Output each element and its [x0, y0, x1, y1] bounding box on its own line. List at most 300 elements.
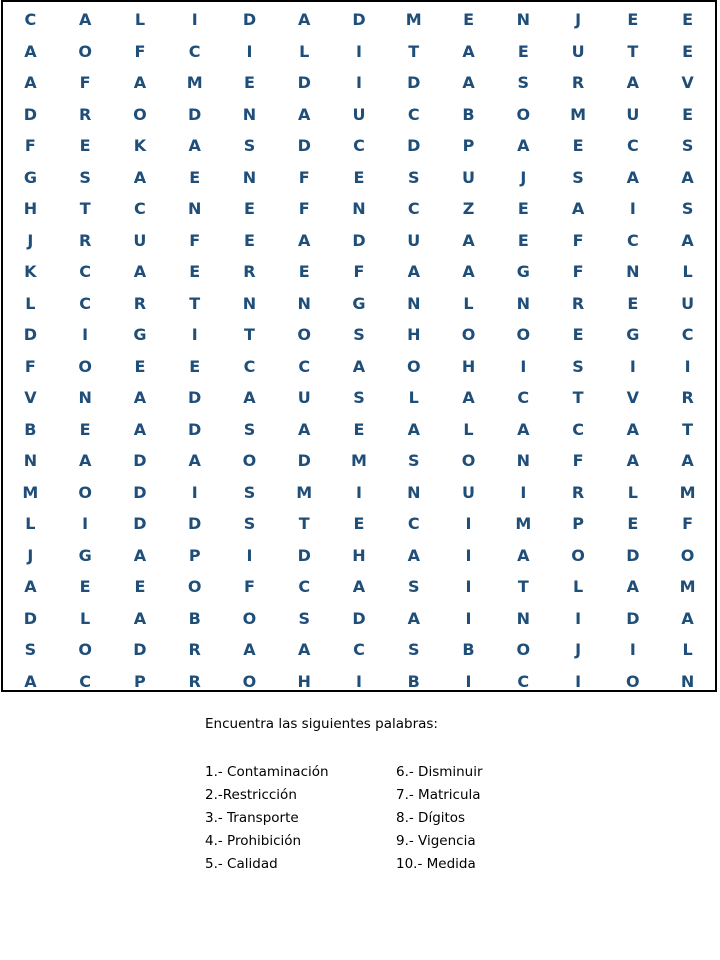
grid-letter: C — [681, 325, 694, 345]
grid-letter: N — [187, 199, 202, 219]
grid-letter: D — [297, 451, 311, 471]
grid-letter: O — [516, 104, 531, 124]
grid-letter: C — [243, 356, 256, 376]
grid-letter: J — [575, 10, 582, 30]
grid-letter: O — [461, 325, 476, 345]
grid-letter: A — [462, 388, 475, 408]
grid-letter: O — [187, 577, 202, 597]
grid-letter: E — [189, 262, 201, 282]
word-list-item: 8.- Dígitos — [396, 810, 466, 826]
grid-letter: L — [408, 388, 419, 408]
grid-letter: J — [575, 640, 582, 660]
grid-letter: A — [462, 73, 475, 93]
grid-letter: R — [188, 671, 201, 691]
grid-letter: D — [297, 545, 311, 565]
grid-letter: F — [572, 262, 584, 282]
grid-letter: C — [353, 640, 365, 660]
grid-letter: S — [407, 167, 420, 187]
grid-letter: S — [572, 167, 584, 187]
grid-letter: L — [682, 262, 693, 282]
grid-letter: E — [243, 230, 255, 250]
grid-letter: I — [629, 640, 636, 660]
grid-letter: S — [353, 388, 365, 408]
grid-letter: A — [133, 262, 147, 282]
grid-letter: S — [572, 356, 584, 376]
grid-letter: C — [517, 671, 530, 691]
grid-letter: N — [242, 293, 257, 313]
grid-letter: A — [352, 577, 366, 597]
grid-letter: E — [517, 230, 529, 250]
grid-letter: R — [243, 262, 256, 282]
grid-letter: U — [133, 230, 147, 250]
grid-letter: L — [682, 640, 693, 660]
grid-letter: A — [133, 419, 147, 439]
grid-letter: M — [351, 451, 367, 471]
grid-letter: O — [516, 325, 531, 345]
grid-letter: I — [356, 482, 362, 502]
grid-letter: S — [681, 199, 694, 219]
grid-letter: O — [680, 545, 695, 565]
grid-letter: A — [462, 41, 475, 61]
grid-letter: C — [79, 671, 92, 691]
grid-letter: U — [626, 104, 640, 124]
grid-letter: D — [188, 388, 202, 408]
grid-letter: A — [517, 136, 530, 156]
grid-letter: J — [520, 167, 527, 187]
grid-letter: O — [78, 640, 92, 660]
grid-letter: A — [243, 640, 256, 660]
grid-letter: N — [516, 608, 530, 628]
grid-letter: A — [517, 545, 530, 565]
grid-letter: G — [626, 325, 640, 345]
grid-letter: A — [298, 419, 311, 439]
grid-letter: K — [24, 262, 37, 282]
grid-letter: E — [682, 10, 694, 30]
grid-letter: A — [626, 73, 640, 93]
grid-letter: B — [462, 104, 475, 124]
grid-letter: F — [298, 199, 310, 219]
grid-letter: I — [575, 671, 582, 691]
grid-letter: B — [24, 419, 37, 439]
grid-letter: F — [134, 41, 146, 61]
grid-letter: H — [407, 325, 421, 345]
grid-letter: O — [571, 545, 585, 565]
grid-letter: A — [407, 608, 420, 628]
grid-letter: O — [78, 356, 92, 376]
grid-letter: T — [189, 293, 201, 313]
grid-letter: U — [681, 293, 695, 313]
grid-letter: D — [242, 10, 257, 30]
grid-letter: A — [626, 167, 640, 187]
grid-letter: M — [515, 514, 532, 534]
grid-letter: C — [298, 356, 311, 376]
grid-letter: L — [627, 482, 638, 502]
grid-letter: L — [299, 41, 310, 61]
grid-letter: P — [572, 514, 584, 534]
grid-letter: A — [188, 451, 201, 471]
grid-letter: L — [572, 577, 584, 597]
grid-letter: T — [298, 514, 310, 534]
grid-letter: S — [407, 577, 420, 597]
grid-letter: F — [189, 230, 201, 250]
grid-letter: S — [517, 73, 530, 93]
grid-letter: E — [572, 136, 584, 156]
grid-letter: N — [78, 388, 92, 408]
grid-letter: A — [243, 388, 256, 408]
grid-letter: O — [626, 671, 640, 691]
word-list-right-column — [396, 763, 483, 878]
grid-letter: A — [298, 104, 311, 124]
grid-letter: S — [407, 451, 420, 471]
letter-grid — [3, 4, 715, 697]
grid-letter: T — [408, 41, 420, 61]
grid-letter: U — [352, 104, 366, 124]
grid-letter: N — [407, 293, 421, 313]
grid-letter: I — [629, 356, 636, 376]
grid-letter: H — [297, 671, 311, 691]
grid-letter: A — [517, 419, 530, 439]
grid-letter: H — [461, 356, 476, 376]
grid-letter: E — [353, 514, 365, 534]
grid-letter: B — [407, 671, 420, 691]
grid-letter: F — [243, 577, 255, 597]
grid-letter: U — [462, 167, 476, 187]
grid-letter: F — [24, 136, 36, 156]
grid-letter: S — [681, 136, 694, 156]
grid-letter: C — [134, 199, 146, 219]
grid-letter: R — [188, 640, 201, 660]
grid-letter: T — [682, 419, 694, 439]
grid-letter: E — [79, 419, 91, 439]
grid-letter: A — [462, 262, 475, 282]
grid-letter: A — [626, 419, 640, 439]
grid-letter: E — [627, 293, 639, 313]
grid-letter: A — [133, 608, 147, 628]
grid-letter: E — [189, 167, 201, 187]
grid-letter: A — [352, 356, 366, 376]
grid-letter: I — [684, 356, 691, 376]
grid-letter: A — [188, 136, 201, 156]
grid-letter: L — [25, 293, 36, 313]
grid-letter: E — [243, 73, 255, 93]
grid-letter: F — [298, 167, 310, 187]
grid-letter: F — [353, 262, 365, 282]
grid-letter: R — [571, 73, 585, 93]
grid-letter: E — [572, 325, 584, 345]
grid-letter: I — [575, 608, 582, 628]
grid-letter: N — [680, 671, 695, 691]
grid-letter: S — [243, 482, 256, 502]
grid-letter: M — [186, 73, 203, 93]
grid-letter: N — [407, 482, 421, 502]
grid-letter: A — [78, 451, 92, 471]
grid-letter: E — [189, 356, 201, 376]
grid-letter: O — [78, 482, 92, 502]
grid-letter: D — [188, 104, 202, 124]
grid-letter: O — [297, 325, 312, 345]
grid-letter: A — [681, 608, 694, 628]
grid-letter: C — [626, 230, 639, 250]
grid-letter: D — [188, 514, 202, 534]
grid-letter: N — [23, 451, 38, 471]
grid-letter: D — [407, 73, 421, 93]
grid-letter: O — [78, 41, 92, 61]
grid-letter: S — [407, 640, 420, 660]
grid-letter: C — [407, 104, 420, 124]
grid-letter: E — [517, 199, 529, 219]
grid-letter: S — [79, 167, 91, 187]
grid-letter: I — [465, 608, 472, 628]
grid-letter: O — [133, 104, 147, 124]
grid-letter: P — [462, 136, 475, 156]
grid-letter: R — [681, 388, 694, 408]
word-list-item: 5.- Calidad — [205, 856, 278, 872]
grid-letter: I — [520, 356, 527, 376]
grid-letter: B — [188, 608, 201, 628]
word-list-item: 1.- Contaminación — [205, 764, 329, 780]
grid-letter: N — [242, 167, 257, 187]
grid-letter: S — [243, 419, 256, 439]
grid-letter: T — [79, 199, 91, 219]
grid-letter: F — [682, 514, 694, 534]
grid-letter: I — [465, 545, 472, 565]
grid-letter: D — [297, 73, 311, 93]
grid-letter: D — [133, 640, 147, 660]
grid-letter: N — [516, 293, 530, 313]
grid-letter: I — [191, 482, 198, 502]
grid-letter: L — [463, 419, 474, 439]
word-list-item: 7.- Matricula — [396, 787, 481, 803]
grid-letter: A — [298, 640, 311, 660]
grid-letter: F — [24, 356, 36, 376]
grid-letter: G — [23, 167, 37, 187]
grid-letter: G — [78, 545, 92, 565]
word-list-item: 4.- Prohibición — [205, 833, 302, 849]
grid-letter: E — [682, 41, 694, 61]
grid-letter: E — [627, 10, 639, 30]
grid-letter: T — [243, 325, 255, 345]
grid-letter: I — [246, 545, 253, 565]
grid-letter: I — [629, 199, 636, 219]
grid-letter: A — [407, 545, 420, 565]
grid-letter: D — [626, 545, 640, 565]
grid-letter: I — [465, 577, 472, 597]
grid-letter: K — [133, 136, 147, 156]
grid-letter: E — [243, 199, 255, 219]
grid-letter: R — [78, 104, 92, 124]
grid-letter: D — [23, 325, 38, 345]
grid-letter: I — [465, 671, 472, 691]
grid-letter: M — [679, 482, 696, 502]
grid-letter: C — [298, 577, 311, 597]
grid-letter: O — [461, 451, 476, 471]
grid-letter: I — [356, 41, 362, 61]
grid-letter: V — [681, 73, 694, 93]
grid-letter: O — [242, 608, 257, 628]
grid-letter: A — [626, 577, 640, 597]
word-list-item: 3.- Transporte — [205, 810, 299, 826]
grid-letter: D — [188, 419, 202, 439]
grid-letter: T — [627, 41, 639, 61]
grid-letter: G — [516, 262, 530, 282]
grid-letter: N — [516, 451, 530, 471]
grid-letter: R — [571, 482, 585, 502]
grid-letter: C — [353, 136, 365, 156]
grid-letter: J — [27, 230, 34, 250]
grid-letter: E — [463, 10, 474, 30]
grid-letter: I — [82, 325, 89, 345]
grid-letter: Z — [462, 199, 475, 219]
grid-letter: L — [25, 514, 36, 534]
grid-letter: A — [407, 419, 420, 439]
grid-letter: E — [682, 104, 694, 124]
grid-letter: E — [627, 514, 639, 534]
grid-letter: A — [133, 167, 147, 187]
grid-letter: U — [297, 388, 311, 408]
grid-letter: P — [134, 671, 146, 691]
grid-letter: N — [242, 104, 257, 124]
grid-letter: C — [188, 41, 201, 61]
grid-letter: F — [572, 230, 584, 250]
grid-letter: A — [24, 577, 37, 597]
grid-letter: V — [626, 388, 640, 408]
grid-letter: T — [572, 388, 584, 408]
grid-letter: M — [570, 104, 587, 124]
grid-letter: A — [681, 451, 694, 471]
grid-letter: G — [352, 293, 366, 313]
grid-letter: E — [353, 167, 365, 187]
grid-letter: F — [79, 73, 91, 93]
grid-letter: R — [133, 293, 147, 313]
grid-letter: U — [407, 230, 421, 250]
grid-letter: O — [242, 451, 257, 471]
grid-letter: A — [298, 230, 311, 250]
grid-letter: A — [462, 230, 475, 250]
grid-letter: U — [462, 482, 476, 502]
grid-letter: I — [246, 41, 253, 61]
word-search-board — [1, 0, 717, 692]
word-list-item: 6.- Disminuir — [396, 764, 483, 780]
grid-letter: M — [22, 482, 39, 502]
instructions-text: Encuentra las siguientes palabras: — [205, 716, 438, 732]
grid-letter: C — [24, 10, 37, 30]
grid-letter: P — [188, 545, 201, 565]
grid-letter: A — [133, 388, 147, 408]
grid-letter: O — [242, 671, 257, 691]
grid-letter: C — [626, 136, 639, 156]
grid-letter: E — [79, 577, 91, 597]
grid-letter: L — [80, 608, 91, 628]
grid-letter: C — [517, 388, 530, 408]
grid-letter: C — [79, 262, 92, 282]
word-list-item: 2.-Restricción — [205, 787, 297, 803]
grid-letter: D — [297, 136, 311, 156]
grid-letter: A — [24, 41, 37, 61]
grid-letter: H — [23, 199, 38, 219]
grid-letter: N — [626, 262, 640, 282]
grid-letter: I — [356, 73, 362, 93]
grid-letter: R — [571, 293, 585, 313]
grid-letter: I — [520, 482, 527, 502]
grid-letter: T — [517, 577, 529, 597]
grid-letter: A — [24, 671, 37, 691]
grid-letter: D — [407, 136, 421, 156]
grid-letter: S — [298, 608, 310, 628]
grid-letter: A — [133, 73, 147, 93]
grid-letter: E — [79, 136, 91, 156]
grid-letter: E — [298, 262, 310, 282]
grid-letter: O — [406, 356, 421, 376]
word-list-item: 10.- Medida — [396, 856, 476, 872]
grid-letter: I — [191, 10, 198, 30]
grid-letter: C — [407, 514, 420, 534]
grid-letter: O — [516, 640, 531, 660]
grid-letter: D — [352, 608, 366, 628]
grid-letter: U — [571, 41, 585, 61]
grid-letter: D — [352, 230, 366, 250]
grid-letter: D — [23, 104, 38, 124]
grid-letter: I — [191, 325, 198, 345]
grid-letter: F — [572, 451, 584, 471]
grid-letter: A — [407, 262, 420, 282]
word-list-left-column — [205, 763, 329, 878]
grid-letter: D — [133, 514, 147, 534]
grid-letter: I — [82, 514, 89, 534]
grid-letter: D — [23, 608, 38, 628]
grid-letter: A — [681, 230, 694, 250]
grid-letter: S — [24, 640, 37, 660]
grid-letter: H — [352, 545, 366, 565]
grid-letter: N — [352, 199, 366, 219]
grid-letter: E — [134, 356, 146, 376]
grid-letter: N — [516, 10, 530, 30]
grid-letter: D — [352, 10, 366, 30]
grid-letter: D — [133, 482, 147, 502]
grid-letter: D — [133, 451, 147, 471]
grid-letter: L — [463, 293, 474, 313]
word-list-item: 9.- Vigencia — [396, 833, 476, 849]
grid-letter: M — [679, 577, 696, 597]
grid-letter: J — [27, 545, 34, 565]
grid-letter: I — [465, 514, 472, 534]
grid-letter: M — [405, 10, 422, 30]
grid-letter: C — [79, 293, 92, 313]
grid-letter: S — [243, 136, 256, 156]
grid-letter: B — [462, 640, 475, 660]
grid-letter: A — [626, 451, 640, 471]
grid-letter: E — [517, 41, 529, 61]
grid-letter: A — [78, 10, 92, 30]
grid-letter: A — [298, 10, 311, 30]
grid-letter: M — [296, 482, 313, 502]
grid-letter: A — [571, 199, 585, 219]
grid-letter: D — [626, 608, 640, 628]
grid-letter: A — [681, 167, 694, 187]
grid-letter: E — [134, 577, 146, 597]
grid-letter: I — [356, 671, 362, 691]
grid-letter: A — [24, 73, 37, 93]
grid-letter: G — [133, 325, 147, 345]
grid-letter: L — [134, 10, 146, 30]
grid-letter: V — [24, 388, 37, 408]
grid-letter: S — [243, 514, 256, 534]
grid-letter: S — [353, 325, 365, 345]
grid-letter: A — [133, 545, 147, 565]
grid-letter: E — [353, 419, 365, 439]
grid-letter: C — [407, 199, 420, 219]
grid-letter: R — [78, 230, 92, 250]
grid-letter: N — [297, 293, 311, 313]
